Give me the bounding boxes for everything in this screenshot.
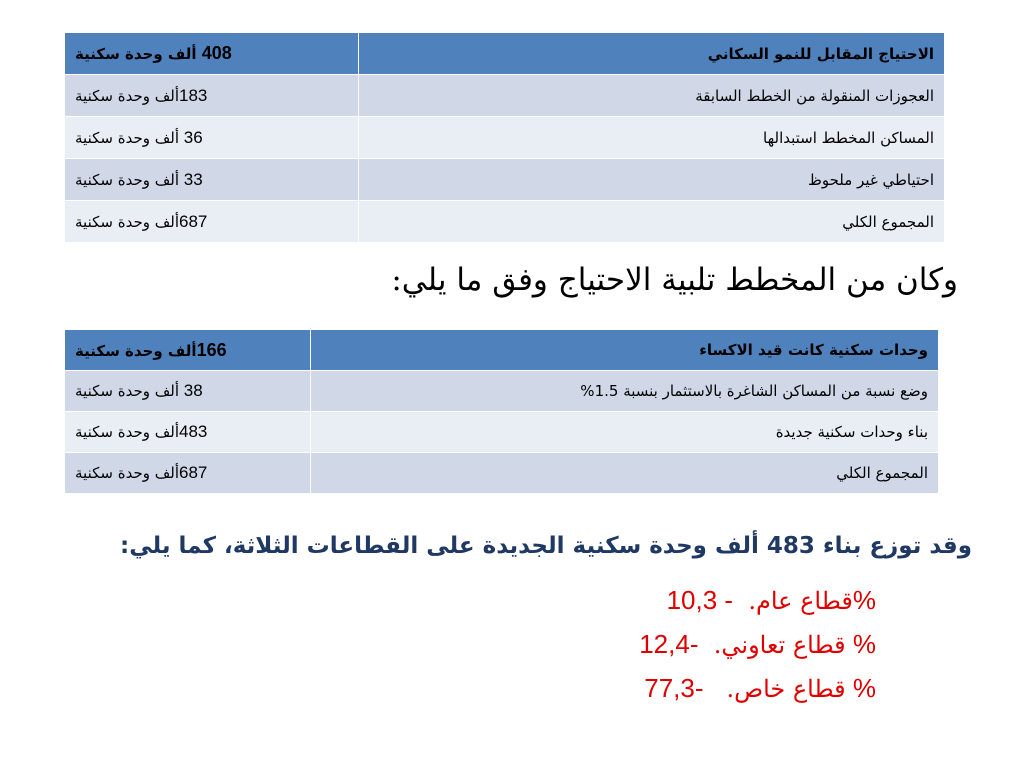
housing-supply-table xyxy=(64,329,939,494)
table-header-row xyxy=(65,33,945,75)
list-item xyxy=(639,622,876,666)
header-label: الاحتياج المقابل للنمو السكاني xyxy=(359,33,945,75)
row-label: العجوزات المنقولة من الخطط السابقة xyxy=(359,75,945,117)
header-label: وحدات سكنية كانت قيد الاكساء xyxy=(311,330,939,371)
row-value: 38 ألف وحدة سكنية xyxy=(65,371,311,412)
distribution-heading: وقد توزع بناء 483 ألف وحدة سكنية الجديدة على القطاعات الثلاثة، كما يلي: xyxy=(120,533,972,559)
sector-percent: -12,4 % xyxy=(639,629,876,659)
sector-list xyxy=(639,578,876,710)
row-value: 36 ألف وحدة سكنية xyxy=(65,117,359,159)
sector-name: قطاع عام. xyxy=(748,587,853,615)
row-label: المساكن المخطط استبدالها xyxy=(359,117,945,159)
housing-need-table xyxy=(64,32,945,243)
table-row xyxy=(65,371,939,412)
list-item xyxy=(639,666,876,710)
table-row xyxy=(65,453,939,494)
row-value: 687ألف وحدة سكنية xyxy=(65,201,359,243)
row-value: 183ألف وحدة سكنية xyxy=(65,75,359,117)
sector-name: قطاع خاص. xyxy=(726,675,846,703)
table-row xyxy=(65,75,945,117)
row-value: 687ألف وحدة سكنية xyxy=(65,453,311,494)
row-label: بناء وحدات سكنية جديدة xyxy=(311,412,939,453)
table-row xyxy=(65,201,945,243)
row-label: المجموع الكلي xyxy=(359,201,945,243)
row-label: المجموع الكلي xyxy=(311,453,939,494)
table-header-row xyxy=(65,330,939,371)
sector-percent: -77,3 % xyxy=(644,673,876,703)
sector-name: قطاع تعاوني. xyxy=(713,631,846,659)
list-item xyxy=(639,578,876,622)
sector-percent: - 10,3% xyxy=(666,585,876,615)
row-value: 483ألف وحدة سكنية xyxy=(65,412,311,453)
header-value: 408 ألف وحدة سكنية xyxy=(65,33,359,75)
row-label: وضع نسبة من المساكن الشاغرة بالاستثمار بنسبة 1.5% xyxy=(311,371,939,412)
table-row xyxy=(65,117,945,159)
table-row xyxy=(65,159,945,201)
row-label: احتياطي غير ملحوظ xyxy=(359,159,945,201)
table-row xyxy=(65,412,939,453)
intro-text: وكان من المخطط تلبية الاحتياج وفق ما يلي: xyxy=(391,262,958,298)
row-value: 33 ألف وحدة سكنية xyxy=(65,159,359,201)
header-value: 166ألف وحدة سكنية xyxy=(65,330,311,371)
